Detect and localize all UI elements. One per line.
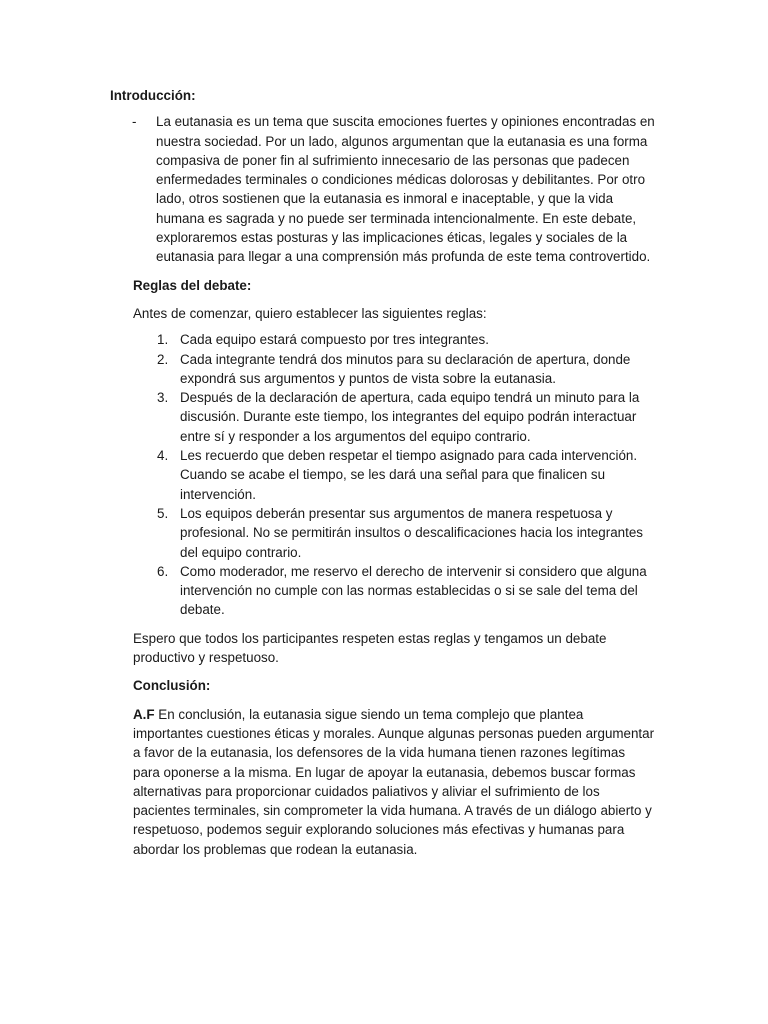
rules-lead: Antes de comenzar, quiero establecer las siguientes reglas: xyxy=(133,305,487,321)
author-initials: A.F xyxy=(133,706,155,722)
rule-number: 4. xyxy=(157,448,169,464)
rule-text: Les recuerdo que deben respetar el tiempo asignado para cada intervención. Cuando se acabe el tiempo, se les dará una señal para que finalicen su intervención. xyxy=(180,448,638,502)
rule-number: 6. xyxy=(157,563,169,579)
rule-number: 3. xyxy=(157,390,169,406)
document-body xyxy=(110,86,655,859)
rule-item xyxy=(133,330,655,349)
bullet-dash: - xyxy=(132,114,137,130)
rule-text: Como moderador, me reservo el derecho de intervenir si considero que alguna intervención no cumple con las normas establecidas o si se sale del tema del debate. xyxy=(180,563,647,618)
rule-item xyxy=(133,446,655,504)
conclusion-text: En conclusión, la eutanasia sigue siendo un tema complejo que plantea importantes cuestiones éticas y morales. Aunque algunas personas pueden argumentar a favor de la eutanasia, los defensores de la vida humana tienen razones legítimas para oponerse a la misma. En lugar de apoyar la eutanasia, debemos buscar formas alternativas para proporcionar cuidados paliativos y aliviar el sufrimiento de los pacientes terminales, sin comprometer la vida humana. A través de un diálogo abierto y respetuoso, podemos seguir explorando soluciones más efectivas y humanas para abordar los problemas que rodean la eutanasia. xyxy=(133,706,655,857)
rule-text: Cada integrante tendrá dos minutos para su declaración de apertura, donde expondrá sus argumentos y puntos de vista sobre la eutanasia. xyxy=(180,351,631,386)
rule-item xyxy=(133,562,655,620)
rule-number: 1. xyxy=(157,332,169,348)
conclusion-paragraph xyxy=(133,705,655,859)
rule-number: 5. xyxy=(157,505,169,521)
intro-paragraph: La eutanasia es un tema que suscita emociones fuertes y opiniones encontradas en nuestra sociedad. Por un lado, algunos argumentan que la eutanasia es una forma compasiva de poner fin al sufrimiento innecesario de las personas que padecen enfermedades terminales o condiciones médicas dolorosas y debilitantes. Por otro lado, otros sostienen que la eutanasia es inmoral e inaceptable, y que la vida humana es sagrada y no puede ser terminada intencionalmente. En este debate, exploraremos estas posturas y las implicaciones éticas, legales y sociales de la eutanasia para llegar a una comprensión más profunda de este tema controvertido. xyxy=(156,114,655,265)
rule-number: 2. xyxy=(157,351,169,367)
rules-closing: Espero que todos los participantes respeten estas reglas y tengamos un debate productivo y respetuoso. xyxy=(133,630,607,666)
rule-text: Los equipos deberán presentar sus argumentos de manera respetuosa y profesional. No se permitirán insultos o descalificaciones hacia los integrantes del equipo contrario. xyxy=(180,505,643,560)
rule-text: Después de la declaración de apertura, cada equipo tendrá un minuto para la discusión. Durante este tiempo, los integrantes del equipo podrán interactuar entre sí y responder a los argumentos del equipo contrario. xyxy=(180,390,640,444)
rules-list xyxy=(133,330,655,619)
intro-list-item xyxy=(110,112,655,266)
conclusion-heading: Conclusión: xyxy=(133,678,211,694)
rule-item xyxy=(133,388,655,446)
rule-item xyxy=(133,350,655,389)
rule-item xyxy=(133,504,655,562)
intro-heading: Introducción: xyxy=(110,88,196,103)
rule-text: Cada equipo estará compuesto por tres integrantes. xyxy=(180,332,489,348)
rules-heading: Reglas del debate: xyxy=(133,277,252,293)
